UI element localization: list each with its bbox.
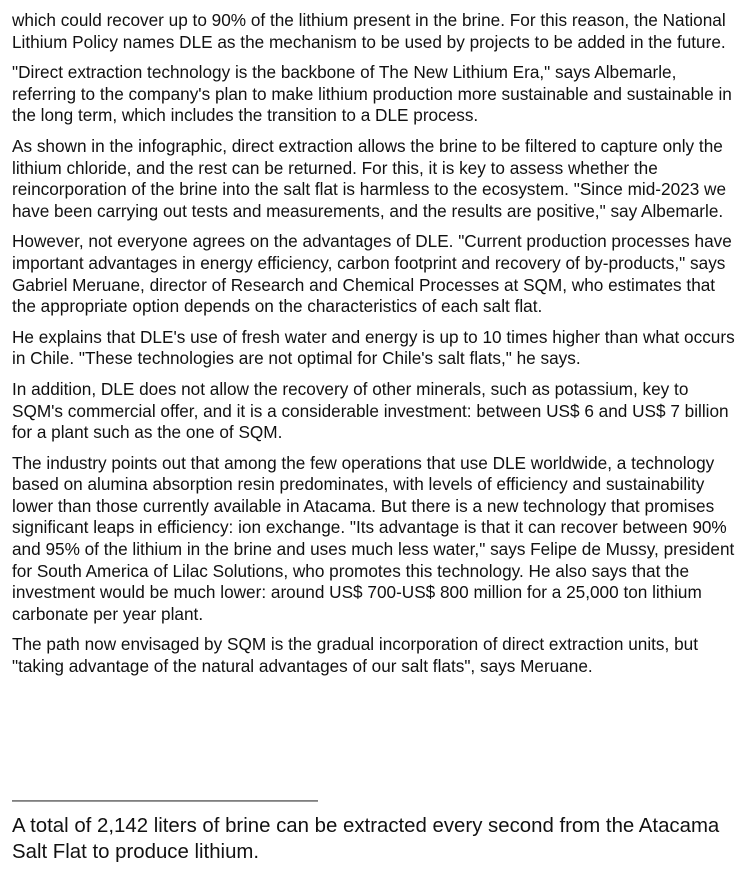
paragraph-1: which could recover up to 90% of the lithium present in the brine. For this reason, the National Lithium Policy names DLE as the mechanism to be used by projects to be added in the future. xyxy=(12,10,726,52)
paragraph-8: The path now envisaged by SQM is the gradual incorporation of direct extraction units, but "taking advantage of the natural advantages of our salt flats", says Meruane. xyxy=(12,634,698,677)
footnote-divider: —————————————————— xyxy=(12,790,318,809)
footnote-text: A total of 2,142 liters of brine can be extracted every second from the Atacama Salt Flat to produce lithium. xyxy=(12,815,720,863)
paragraph-7: The industry points out that among the few operations that use DLE worldwide, a technology based on alumina absorption resin predominates, with levels of efficiency and sustainability lower than those currently available in Atacama. But there is a new technology that promises significant leaps in efficiency: ion exchange. "Its advantage is that it can recover between 90% and 95% of the lithium in the brine and uses much less water," says Felipe de Mussy, president for South America of Lilac Solutions, who promotes this technology. He also says that the investment would be much lower: around US$ 700-US$ 800 million for a 25,000 ton lithium carbonate per year plant. xyxy=(12,452,735,624)
paragraph-3: As shown in the infographic, direct extraction allows the brine to be filtered to capture only the lithium chloride, and the rest can be returned. For this, it is key to assess whether the reincorporation of the brine into the salt flat is harmless to the ecosystem. "Since mid-2023 we have been carrying out tests and measurements, and the results are positive," say Albemarle. xyxy=(12,135,727,221)
paragraph-2: "Direct extraction technology is the backbone of The New Lithium Era," says Albemarle, referring to the company's plan to make lithium production more sustainable and sustainable in the long term, which includes the transition to a DLE process. xyxy=(12,62,732,126)
paragraph-6: In addition, DLE does not allow the recovery of other minerals, such as potassium, key to SQM's commercial offer, and it is a considerable investment: between US$ 6 and US$ 7 billion for a plant such as the one of SQM. xyxy=(12,378,729,443)
article-body xyxy=(12,10,740,687)
paragraph-5: He explains that DLE's use of fresh water and energy is up to 10 times higher than what occurs in Chile. "These technologies are not optimal for Chile's salt flats," he says. xyxy=(12,326,735,369)
paragraph-4: However, not everyone agrees on the advantages of DLE. "Current production processes have important advantages in energy efficiency, carbon footprint and recovery of by-products," says Gabriel Meruane, director of Research and Chemical Processes at SQM, who estimates that the appropriate option depends on the characteristics of each salt flat. xyxy=(12,231,732,317)
